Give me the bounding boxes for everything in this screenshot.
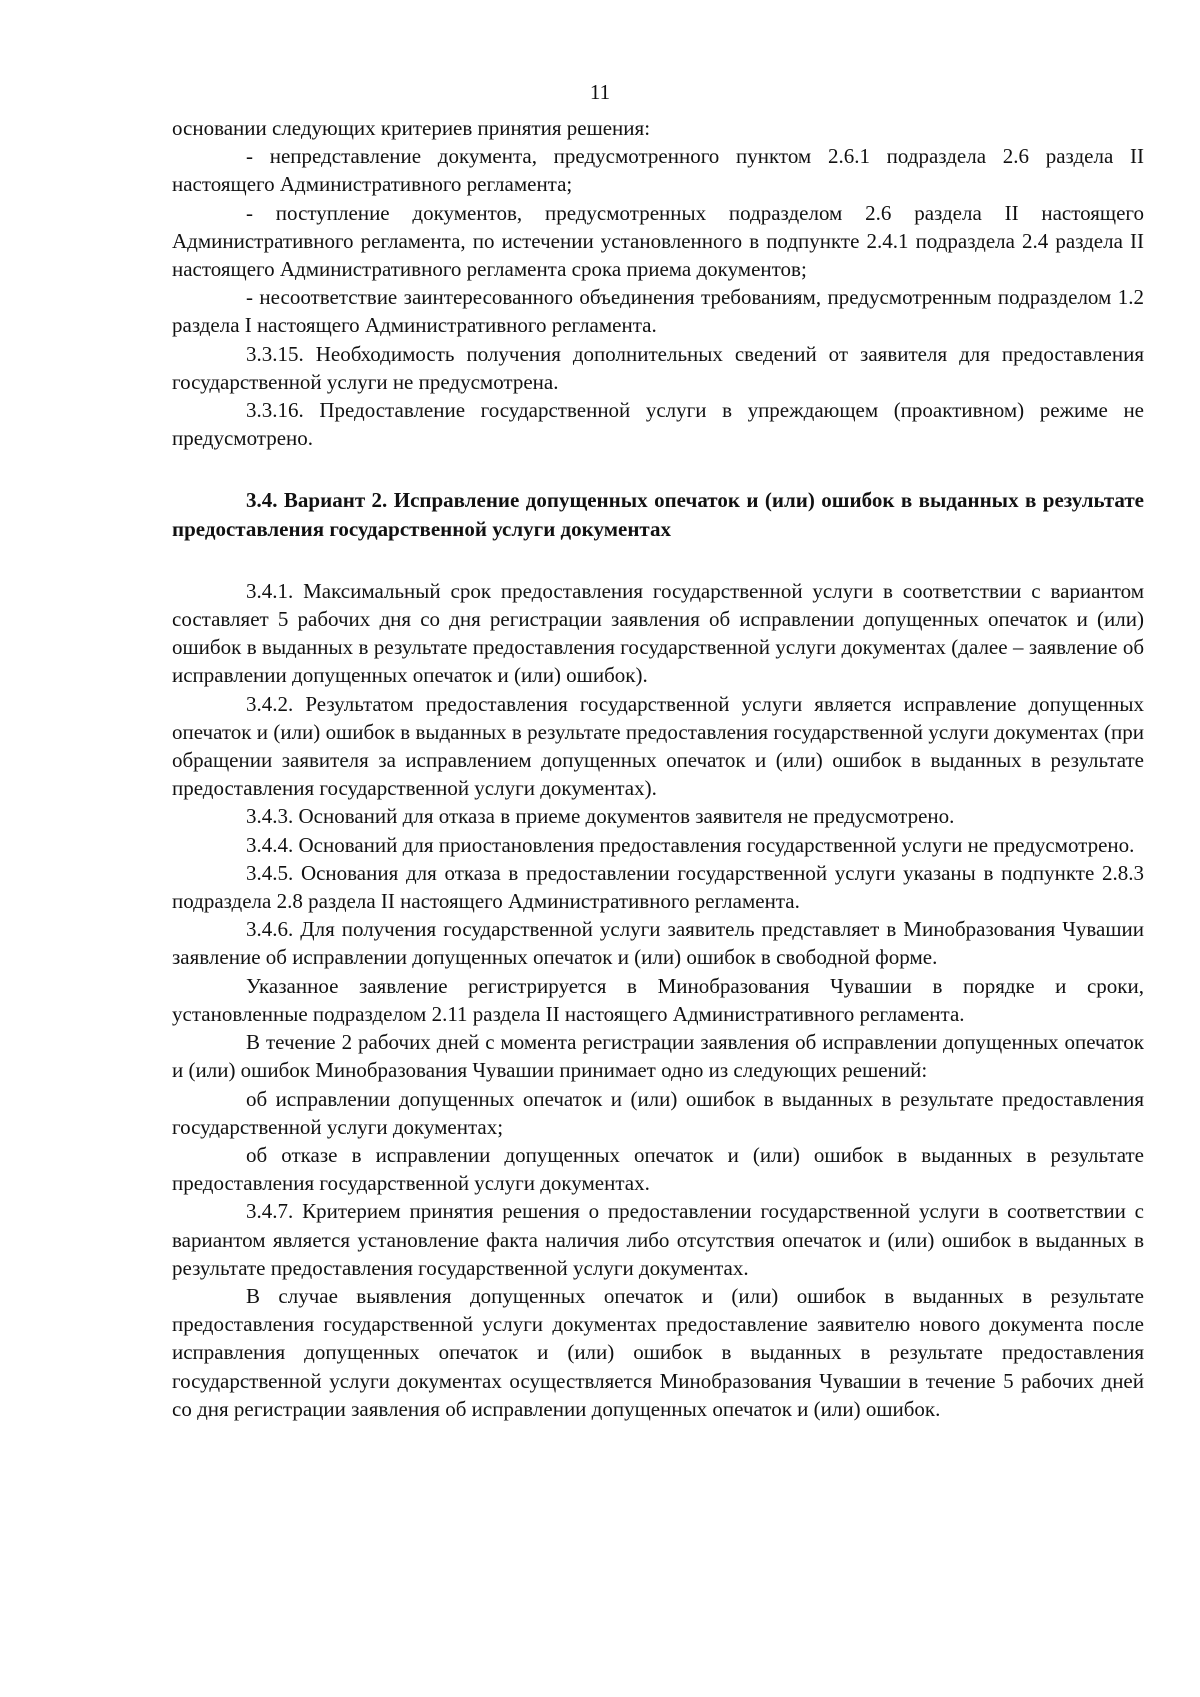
document-body <box>172 114 1144 1423</box>
paragraph-continuation: основании следующих критериев принятия решения: <box>172 116 651 140</box>
paragraph-new-document: В случае выявления допущенных опечаток и (или) ошибок в выданных в результате предоставления государственной услуги документах предоставление заявителю нового документа после исправления допущенных опечаток и (или) ошибок в выданных в результате предоставления государственной услуги документах осуществляется Минобразования Чувашии в течение 5 рабочих дней со дня регистрации заявления об исправлении допущенных опечаток и (или) ошибок. <box>172 1283 1144 1421</box>
paragraph-criterion-2: - поступление документов, предусмотренных подразделом 2.6 раздела II настоящего Административного регламента, по истечении установленного в подпункте 2.4.1 подраздела 2.4 раздела II настоящего Административного регламента срока приема документов; <box>172 200 1144 282</box>
paragraph-registration: Указанное заявление регистрируется в Минобразования Чувашии в порядке и сроки, установленные подразделом 2.11 раздела II настоящего Административного регламента. <box>172 973 1144 1026</box>
paragraph-3-3-15: 3.3.15. Необходимость получения дополнительных сведений от заявителя для предоставления государственной услуги не предусмотрена. <box>172 341 1144 394</box>
section-heading-3-4: 3.4. Вариант 2. Исправление допущенных опечаток и (или) ошибок в выданных в результате предоставления государственной услуги документах <box>172 488 1144 541</box>
paragraph-3-4-5: 3.4.5. Основания для отказа в предоставлении государственной услуги указаны в подпункте 2.8.3 подраздела 2.8 раздела II настоящего Административного регламента. <box>172 860 1144 914</box>
paragraph-3-3-16: 3.3.16. Предоставление государственной услуги в упреждающем (проактивном) режиме не предусмотрено. <box>172 398 1144 451</box>
paragraph-decision-refuse: об отказе в исправлении допущенных опечаток и (или) ошибок в выданных в результате предоставления государственной услуги документах. <box>172 1142 1144 1196</box>
paragraph-3-4-1: 3.4.1. Максимальный срок предоставления государственной услуги в соответствии с вариантом составляет 5 рабочих дня со дня регистрации заявления об исправлении допущенных опечаток и (или) ошибок в выданных в результате предоставления государственной услуги документах (далее – заявление об исправлении допущенных опечаток и (или) ошибок). <box>172 578 1144 688</box>
page-number: 11 <box>589 80 611 104</box>
paragraph-3-4-2: 3.4.2. Результатом предоставления государственной услуги является исправление допущенных опечаток и (или) ошибок в выданных в результате предоставления государственной услуги документах (при обращении заявителя за исправлением допущенных опечаток и (или) ошибок в выданных в результате предоставления государственной услуги документах). <box>172 691 1144 801</box>
paragraph-decision-correct: об исправлении допущенных опечаток и (или) ошибок в выданных в результате предоставления государственной услуги документах; <box>172 1086 1144 1139</box>
paragraph-criterion-1: - непредставление документа, предусмотренного пунктом 2.6.1 подраздела 2.6 раздела II настоящего Административного регламента; <box>172 144 1144 197</box>
paragraph-3-4-7: 3.4.7. Критерием принятия решения о предоставлении государственной услуги в соответствии с вариантом является установление факта наличия либо отсутствия опечаток и (или) ошибок в выданных в результате предоставления государственной услуги документах. <box>172 1199 1144 1280</box>
paragraph-3-4-4: 3.4.4. Оснований для приостановления предоставления государственной услуги не предусмотрено. <box>246 832 1135 857</box>
paragraph-3-4-3: 3.4.3. Оснований для отказа в приеме документов заявителя не предусмотрено. <box>246 804 955 829</box>
paragraph-criterion-3: - несоответствие заинтересованного объединения требованиям, предусмотренным подразделом 1.2 раздела I настоящего Административного регламента. <box>172 285 1144 338</box>
paragraph-decision-term: В течение 2 рабочих дней с момента регистрации заявления об исправлении допущенных опечаток и (или) ошибок Минобразования Чувашии принимает одно из следующих решений: <box>172 1030 1144 1083</box>
paragraph-3-4-6: 3.4.6. Для получения государственной услуги заявитель представляет в Минобразования Чувашии заявление об исправлении допущенных опечаток и (или) ошибок в свободной форме. <box>172 917 1144 970</box>
